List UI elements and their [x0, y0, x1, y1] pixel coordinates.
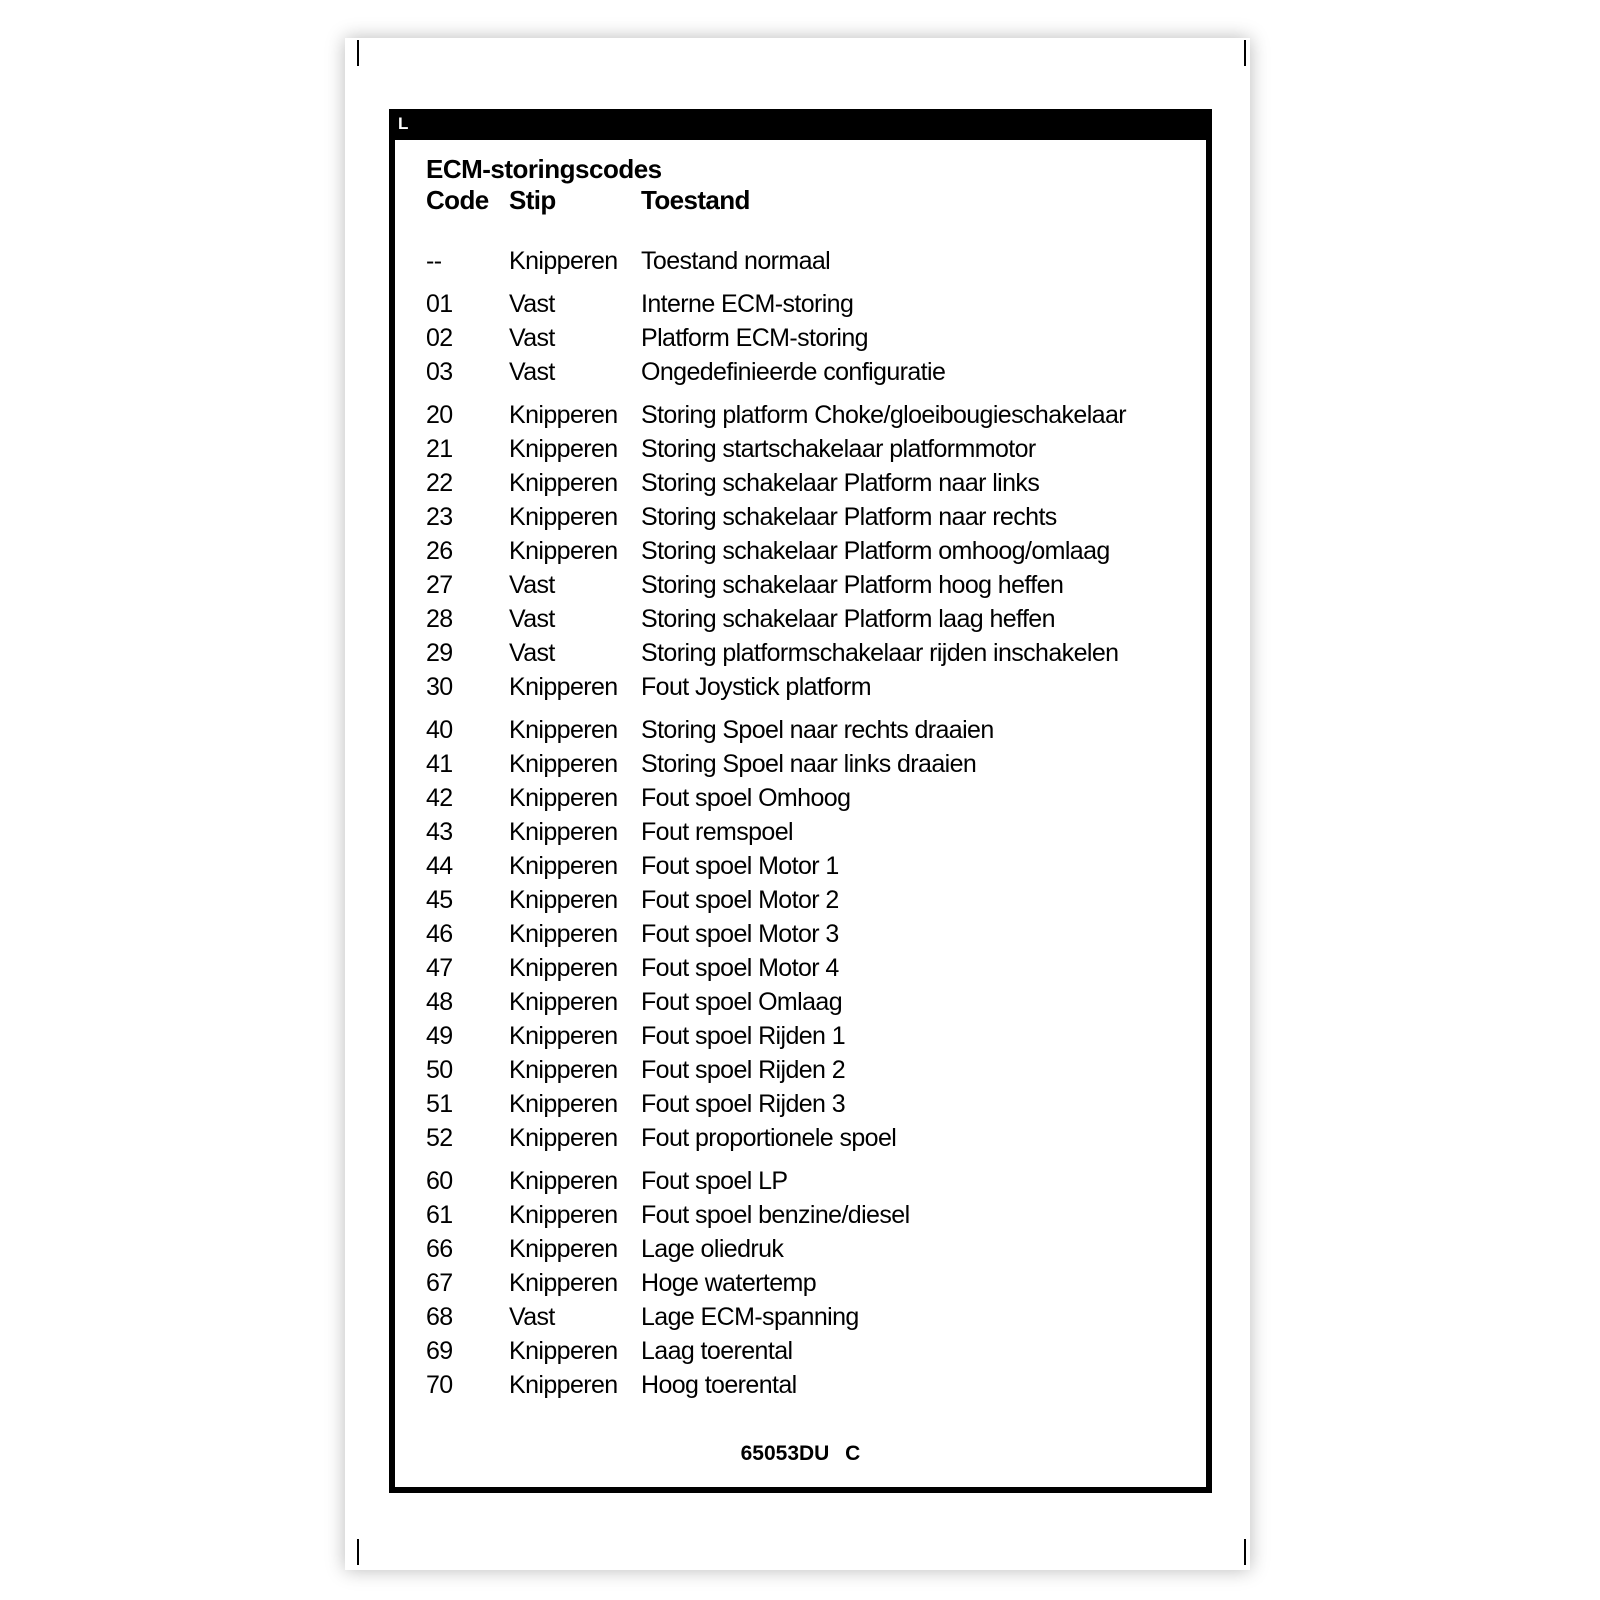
row-toestand: Lage oliedruk — [641, 1235, 784, 1263]
row-code: 01 — [426, 290, 453, 318]
row-stip: Knipperen — [509, 1201, 618, 1229]
row-toestand: Storing Spoel naar links draaien — [641, 750, 977, 778]
row-code: 70 — [426, 1371, 453, 1399]
crop-mark-top-right — [1244, 40, 1246, 66]
row-toestand: Hoge watertemp — [641, 1269, 817, 1297]
table-header — [426, 184, 1126, 216]
row-toestand: Fout proportionele spoel — [641, 1124, 897, 1152]
row-stip: Knipperen — [509, 1056, 618, 1084]
table-row — [426, 355, 1126, 389]
row-toestand: Interne ECM-storing — [641, 290, 854, 318]
row-stip: Knipperen — [509, 750, 618, 778]
table-row — [426, 1087, 1126, 1121]
row-toestand: Fout spoel Motor 4 — [641, 954, 839, 982]
row-code: 43 — [426, 818, 453, 846]
row-stip: Knipperen — [509, 537, 618, 565]
row-code: 61 — [426, 1201, 453, 1229]
table-row — [426, 1121, 1126, 1155]
row-stip: Knipperen — [509, 247, 618, 275]
row-code: 26 — [426, 537, 453, 565]
row-code: 67 — [426, 1269, 453, 1297]
row-code: 66 — [426, 1235, 453, 1263]
row-stip: Knipperen — [509, 401, 618, 429]
table-row — [426, 1053, 1126, 1087]
row-toestand: Storing schakelaar Platform naar rechts — [641, 503, 1057, 531]
table-row — [426, 883, 1126, 917]
row-toestand: Fout spoel Omlaag — [641, 988, 843, 1016]
row-toestand: Fout spoel benzine/diesel — [641, 1201, 910, 1229]
row-code: 41 — [426, 750, 453, 778]
row-toestand: Storing Spoel naar rechts draaien — [641, 716, 994, 744]
table-row — [426, 747, 1126, 781]
row-stip: Knipperen — [509, 1235, 618, 1263]
row-stip: Knipperen — [509, 852, 618, 880]
row-stip: Knipperen — [509, 469, 618, 497]
crop-mark-top-left — [357, 40, 359, 66]
row-code: 45 — [426, 886, 453, 914]
row-toestand: Fout spoel Rijden 2 — [641, 1056, 846, 1084]
table-row — [426, 602, 1126, 636]
table-row — [426, 1198, 1126, 1232]
table-row — [426, 398, 1126, 432]
row-toestand: Storing schakelaar Platform omhoog/omlaag — [641, 537, 1110, 565]
row-stip: Vast — [509, 290, 555, 318]
row-stip: Vast — [509, 1303, 555, 1331]
row-toestand: Platform ECM-storing — [641, 324, 868, 352]
row-stip: Vast — [509, 324, 555, 352]
row-toestand: Fout remspoel — [641, 818, 793, 846]
row-stip: Knipperen — [509, 1124, 618, 1152]
part-number: 65053DU C — [740, 1442, 861, 1465]
row-stip: Knipperen — [509, 1090, 618, 1118]
crop-mark-bottom-left — [357, 1539, 359, 1565]
row-code: 47 — [426, 954, 453, 982]
row-code: 29 — [426, 639, 453, 667]
table-row — [426, 287, 1126, 321]
fault-code-label — [389, 109, 1212, 1493]
label-title: ECM-storingscodes — [426, 154, 662, 184]
table-row — [426, 466, 1126, 500]
row-stip: Knipperen — [509, 1167, 618, 1195]
table-row — [426, 432, 1126, 466]
table-row — [426, 1300, 1126, 1334]
row-stip: Knipperen — [509, 886, 618, 914]
table-row — [426, 917, 1126, 951]
row-toestand: Fout spoel Omhoog — [641, 784, 851, 812]
row-stip: Vast — [509, 605, 555, 633]
table-row — [426, 713, 1126, 747]
table-row — [426, 985, 1126, 1019]
row-code: 02 — [426, 324, 453, 352]
table-row — [426, 1019, 1126, 1053]
row-toestand: Fout spoel LP — [641, 1167, 788, 1195]
row-code: 50 — [426, 1056, 453, 1084]
table-row — [426, 781, 1126, 815]
row-stip: Knipperen — [509, 988, 618, 1016]
row-code: 28 — [426, 605, 453, 633]
table-row — [426, 534, 1126, 568]
row-code: 46 — [426, 920, 453, 948]
row-code: 20 — [426, 401, 453, 429]
row-toestand: Storing platformschakelaar rijden inschakelen — [641, 639, 1119, 667]
row-toestand: Toestand normaal — [641, 247, 831, 275]
table-row — [426, 1232, 1126, 1266]
row-stip: Knipperen — [509, 435, 618, 463]
row-toestand: Ongedefinieerde configuratie — [641, 358, 946, 386]
header-toestand: Toestand — [641, 185, 750, 215]
row-code: 69 — [426, 1337, 453, 1365]
row-stip: Knipperen — [509, 716, 618, 744]
header-code: Code — [426, 185, 489, 215]
label-content — [426, 154, 1126, 1402]
row-code: 42 — [426, 784, 453, 812]
table-row — [426, 244, 1126, 278]
label-tag: L — [398, 114, 409, 133]
row-stip: Knipperen — [509, 920, 618, 948]
row-code: 44 — [426, 852, 453, 880]
row-stip: Knipperen — [509, 673, 618, 701]
row-code: -- — [426, 247, 442, 275]
row-stip: Vast — [509, 358, 555, 386]
fault-code-table — [426, 244, 1126, 1402]
row-toestand: Storing schakelaar Platform laag heffen — [641, 605, 1055, 633]
table-row — [426, 500, 1126, 534]
row-stip: Vast — [509, 639, 555, 667]
row-toestand: Fout spoel Rijden 3 — [641, 1090, 846, 1118]
row-toestand: Fout spoel Rijden 1 — [641, 1022, 846, 1050]
row-toestand: Storing schakelaar Platform hoog heffen — [641, 571, 1064, 599]
crop-mark-bottom-right — [1244, 1539, 1246, 1565]
table-row — [426, 636, 1126, 670]
row-stip: Knipperen — [509, 1337, 618, 1365]
row-code: 27 — [426, 571, 453, 599]
row-toestand: Storing platform Choke/gloeibougieschakelaar — [641, 401, 1127, 429]
row-stip: Vast — [509, 571, 555, 599]
header-stip: Stip — [509, 185, 556, 215]
row-stip: Knipperen — [509, 818, 618, 846]
table-row — [426, 1368, 1126, 1402]
table-row — [426, 849, 1126, 883]
row-code: 48 — [426, 988, 453, 1016]
table-row — [426, 815, 1126, 849]
table-row — [426, 568, 1126, 602]
row-code: 03 — [426, 358, 453, 386]
row-stip: Knipperen — [509, 1022, 618, 1050]
row-code: 22 — [426, 469, 453, 497]
row-toestand: Laag toerental — [641, 1337, 793, 1365]
row-toestand: Fout spoel Motor 1 — [641, 852, 839, 880]
row-toestand: Hoog toerental — [641, 1371, 797, 1399]
row-code: 51 — [426, 1090, 453, 1118]
row-toestand: Lage ECM-spanning — [641, 1303, 859, 1331]
row-code: 52 — [426, 1124, 453, 1152]
row-toestand: Storing startschakelaar platformmotor — [641, 435, 1036, 463]
row-code: 60 — [426, 1167, 453, 1195]
table-row — [426, 1334, 1126, 1368]
row-toestand: Storing schakelaar Platform naar links — [641, 469, 1040, 497]
row-code: 68 — [426, 1303, 453, 1331]
row-stip: Knipperen — [509, 954, 618, 982]
table-row — [426, 1266, 1126, 1300]
row-toestand: Fout spoel Motor 2 — [641, 886, 839, 914]
row-code: 30 — [426, 673, 453, 701]
row-stip: Knipperen — [509, 784, 618, 812]
row-toestand: Fout spoel Motor 3 — [641, 920, 839, 948]
row-code: 49 — [426, 1022, 453, 1050]
row-code: 21 — [426, 435, 453, 463]
row-stip: Knipperen — [509, 1371, 618, 1399]
row-stip: Knipperen — [509, 503, 618, 531]
table-row — [426, 670, 1126, 704]
table-row — [426, 321, 1126, 355]
table-row — [426, 951, 1126, 985]
row-toestand: Fout Joystick platform — [641, 673, 871, 701]
row-stip: Knipperen — [509, 1269, 618, 1297]
row-code: 40 — [426, 716, 453, 744]
row-code: 23 — [426, 503, 453, 531]
table-row — [426, 1164, 1126, 1198]
